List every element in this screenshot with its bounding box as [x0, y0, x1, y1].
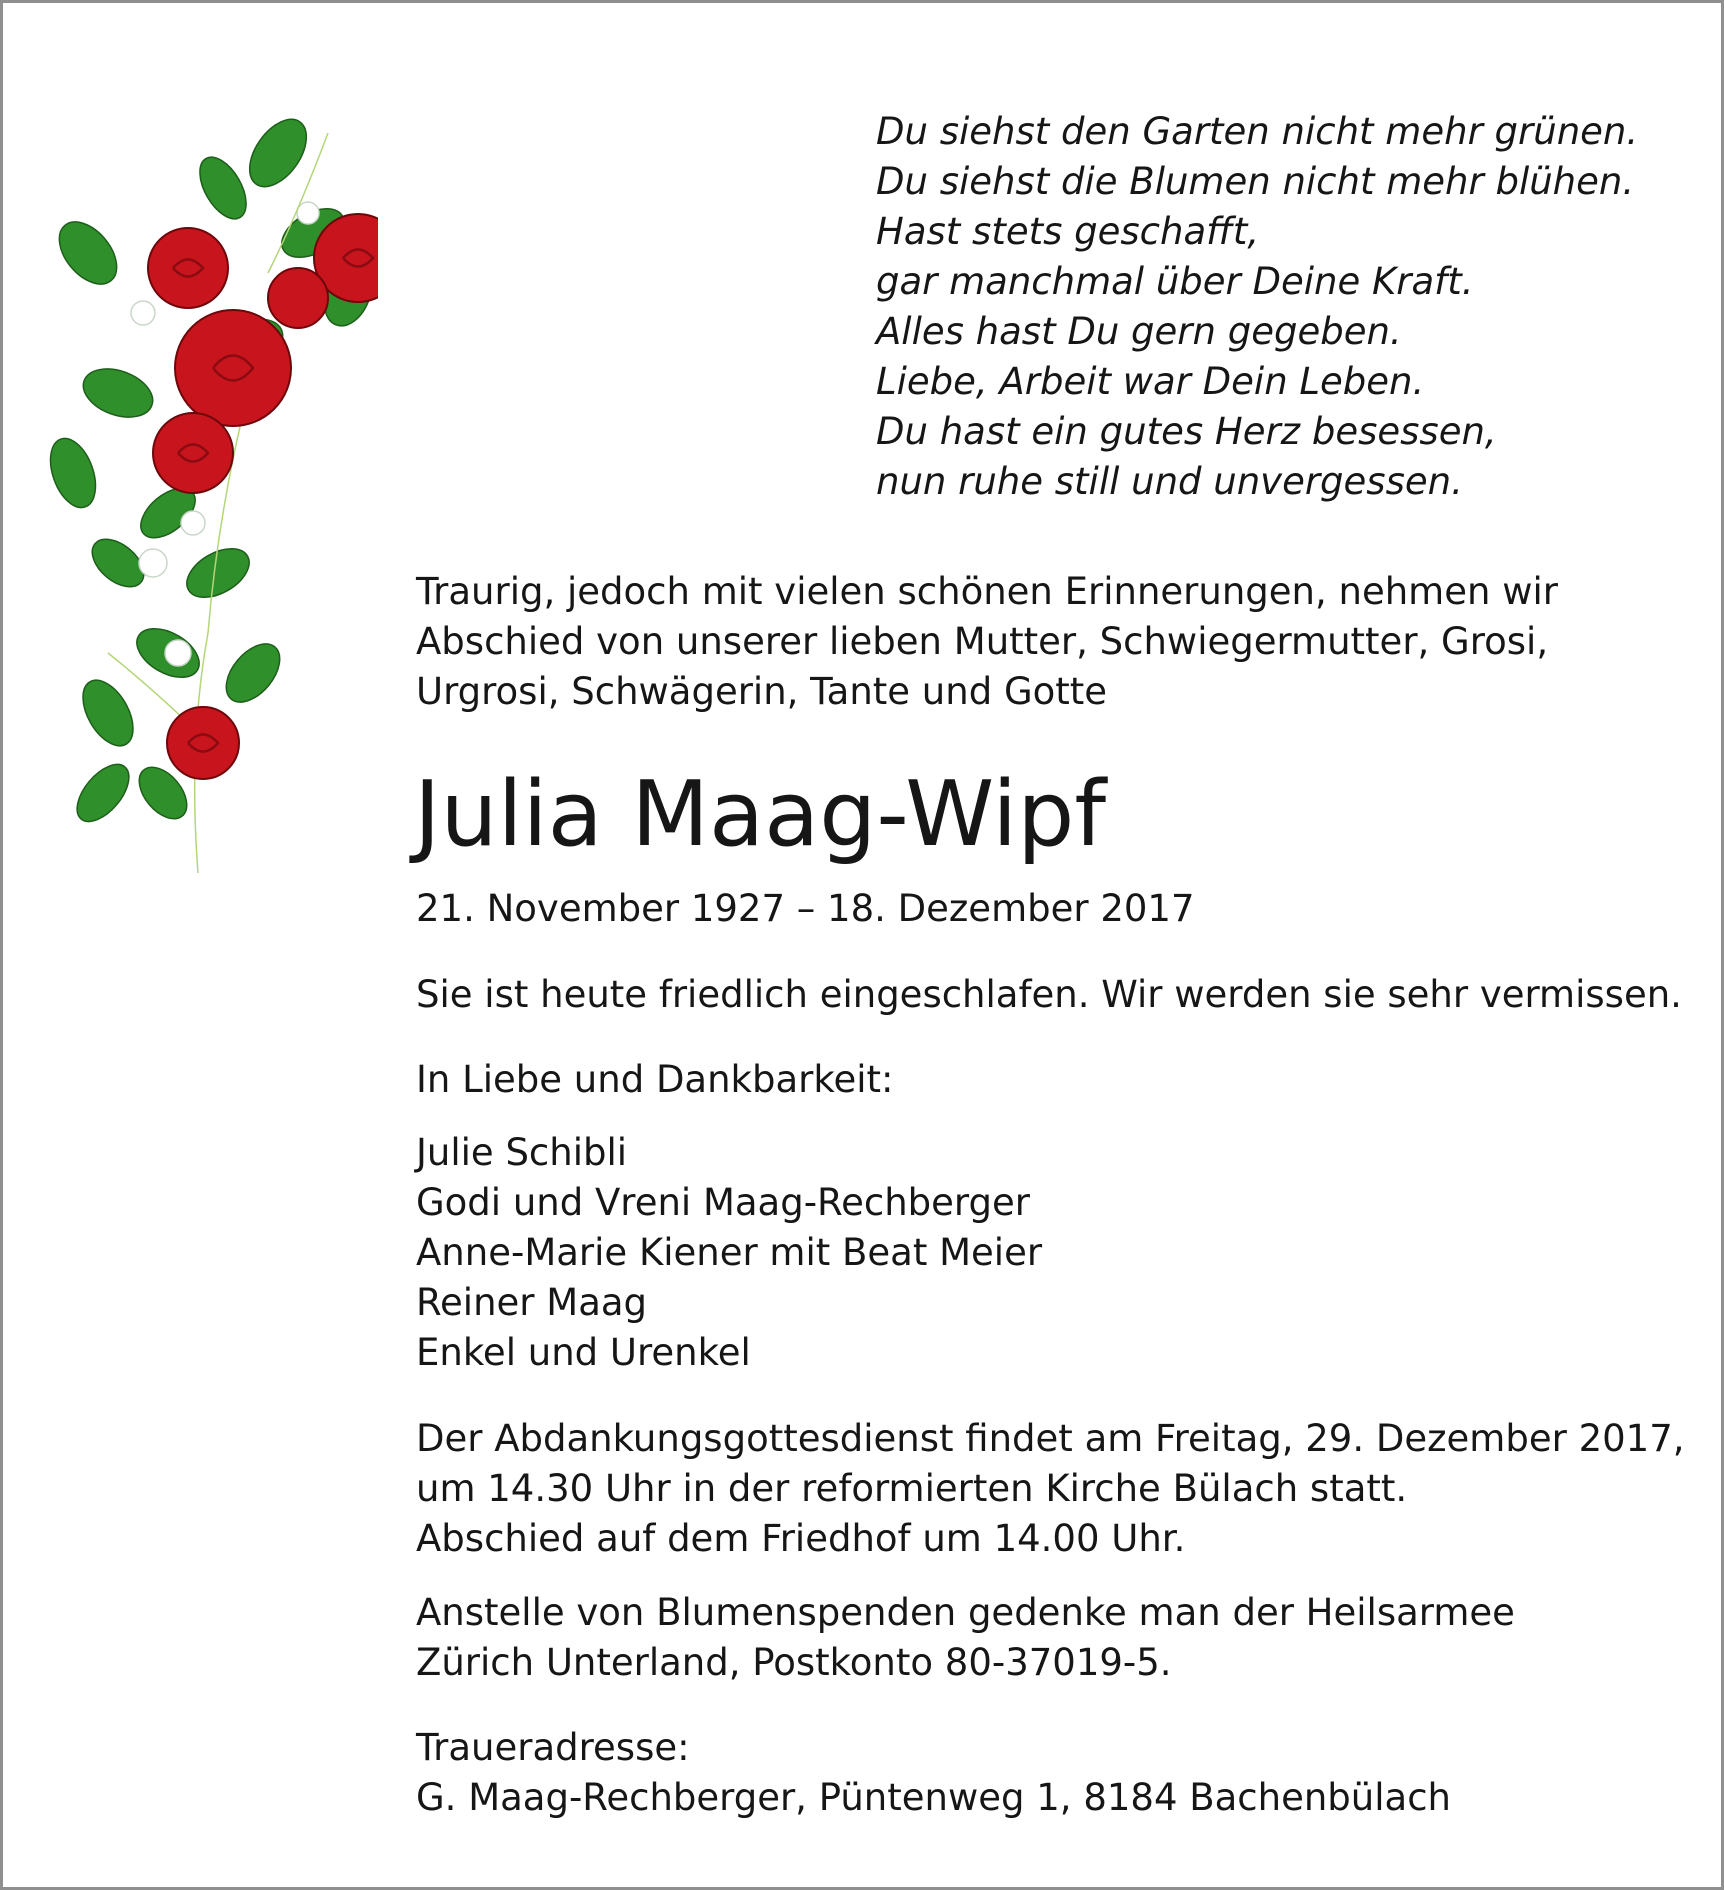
service-info — [416, 1414, 1685, 1564]
mourner-item: Godi und Vreni Maag-Rechberger — [416, 1181, 1030, 1224]
donation-info — [416, 1588, 1515, 1688]
address-value: G. Maag-Rechberger, Püntenweg 1, 8184 Bachenbülach — [416, 1776, 1451, 1819]
poem-line: gar manchmal über Deine Kraft. — [876, 260, 1474, 303]
address-label: Traueradresse: — [416, 1726, 690, 1769]
thanks-heading: In Liebe und Dankbarkeit: — [416, 1058, 894, 1101]
intro-text — [416, 567, 1696, 717]
deceased-name: Julia Maag-Wipf — [414, 762, 1107, 867]
poem-line: Alles hast Du gern gegeben. — [876, 310, 1402, 353]
mourning-address — [416, 1723, 1451, 1823]
service-line: Der Abdankungsgottesdienst findet am Freitag, 29. Dezember 2017, — [416, 1417, 1685, 1460]
service-line: Abschied auf dem Friedhof um 14.00 Uhr. — [416, 1517, 1186, 1560]
donation-line: Anstelle von Blumenspenden gedenke man der Heilsarmee — [416, 1591, 1515, 1634]
poem-line: Du siehst die Blumen nicht mehr blühen. — [876, 160, 1635, 203]
rose-garland-image — [48, 93, 378, 873]
mourner-item: Enkel und Urenkel — [416, 1331, 751, 1374]
poem-line: nun ruhe still und unvergessen. — [876, 460, 1463, 503]
mourner-item: Anne-Marie Kiener mit Beat Meier — [416, 1231, 1043, 1274]
mourners-list — [416, 1128, 1042, 1378]
poem-line: Du siehst den Garten nicht mehr grünen. — [876, 110, 1639, 153]
poem-line: Hast stets geschafft, — [876, 210, 1260, 253]
poem-line: Liebe, Arbeit war Dein Leben. — [876, 360, 1425, 403]
intro-line: Urgrosi, Schwägerin, Tante und Gotte — [416, 670, 1108, 713]
mourner-item: Julie Schibli — [416, 1131, 628, 1174]
service-line: um 14.30 Uhr in der reformierten Kirche Bülach statt. — [416, 1467, 1408, 1510]
mourner-item: Reiner Maag — [416, 1281, 648, 1324]
intro-line: Traurig, jedoch mit vielen schönen Erinnerungen, nehmen wir — [416, 570, 1558, 613]
passing-text: Sie ist heute friedlich eingeschlafen. Wir werden sie sehr vermissen. — [416, 973, 1682, 1016]
poem — [876, 107, 1696, 507]
intro-line: Abschied von unserer lieben Mutter, Schwiegermutter, Grosi, — [416, 620, 1549, 663]
poem-line: Du hast ein gutes Herz besessen, — [876, 410, 1497, 453]
donation-line: Zürich Unterland, Postkonto 80-37019-5. — [416, 1641, 1172, 1684]
life-dates: 21. November 1927 – 18. Dezember 2017 — [416, 887, 1195, 930]
